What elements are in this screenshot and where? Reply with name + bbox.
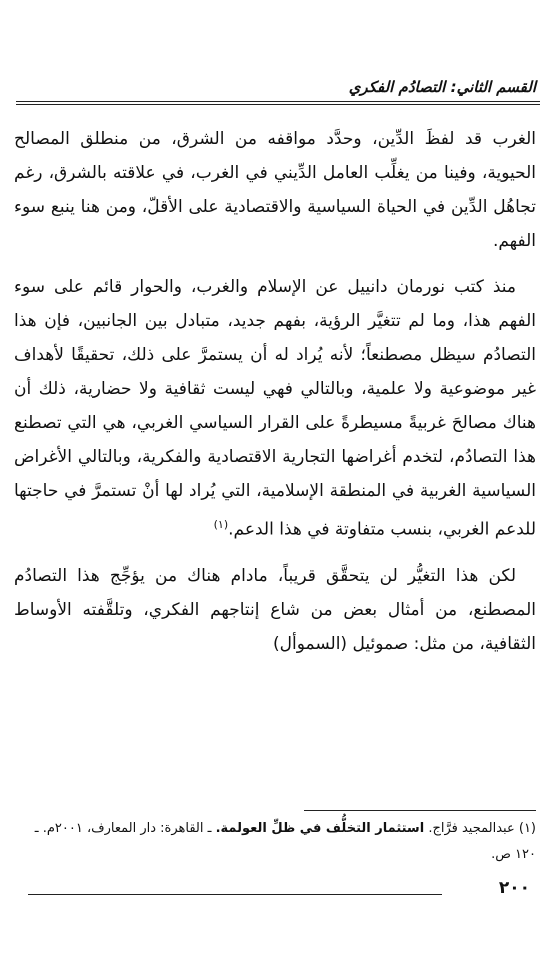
- footnote-number: (١): [518, 821, 536, 836]
- footnote-reference: (١): [213, 518, 229, 531]
- header-rule: [16, 101, 540, 102]
- footnote: [14, 816, 536, 868]
- footnote-author: عبدالمجيد فرَّاج.: [428, 821, 515, 836]
- paragraph-1: الغرب قد لفظَ الدِّين، وحدَّد مواقفه من الشرق، من منطلق المصالح الحيوية، وفينا من يغلِّب العامل الدِّيني في الغرب، في علاقته بالشرق، رغم تجاهُل الدِّين في الحياة السياسية والاقتصادية على الأقلّ، ومن هنا ينبع سوء الفهم.: [14, 129, 536, 251]
- footnote-publication: ـ القاهرة: دار المعارف، ٢٠٠١م. ـ ١٢٠ ص.: [34, 821, 536, 862]
- paragraph-2: [14, 270, 536, 547]
- running-header: القسم الثاني: التصادُم الفكري: [348, 78, 536, 96]
- footer-rule: [28, 894, 442, 895]
- footnote-rule: [304, 810, 536, 811]
- footnote-title: استثمار التخلُّف في ظلِّ العولمة.: [215, 821, 425, 836]
- paragraph-2-text: منذ كتب نورمان دانييل عن الإسلام والغرب، والحوار قائم على سوء الفهم هذا، وما لم تتغيَّر الرؤية، بفهم جديد، متبادل بين الجانبين، فإن هذا التصادُم سيظل مصطنعاً؛ لأنه يُراد له أن يستمرَّ على ذلك، تحقيقًا لأهداف غير موضوعية ولا علمية، وبالتالي فهي ليست ثقافية ولا حضارية، ذلك أن هناك مصالحَ غربيةً مسيطرةً على القرار السياسي الغربي، هي التي تصطنع هذا التصادُم، لتخدم أغراضها التجارية الاقتصادية والفكرية، وبالتالي الأغراض السياسية الغربية في المنطقة الإسلامية، التي يُراد لها أنْ تستمرَّ في حاجتها للدعم الغربي، بنسب متفاوتة في هذا الدعم.: [14, 277, 536, 540]
- paragraph-3: لكن هذا التغيُّر لن يتحقَّق قريباً، مادام هناك من يؤجِّج هذا التصادُم المصطنع، من أمثال بعض من شاع إنتاجهم الفكري، وتلقَّفته الأوساط الثقافية، من مثل: صموئيل (السموأل): [14, 565, 536, 654]
- header-rule-second: [16, 104, 540, 105]
- page-number: ٢٠٠: [498, 878, 530, 898]
- body-text: [14, 122, 536, 673]
